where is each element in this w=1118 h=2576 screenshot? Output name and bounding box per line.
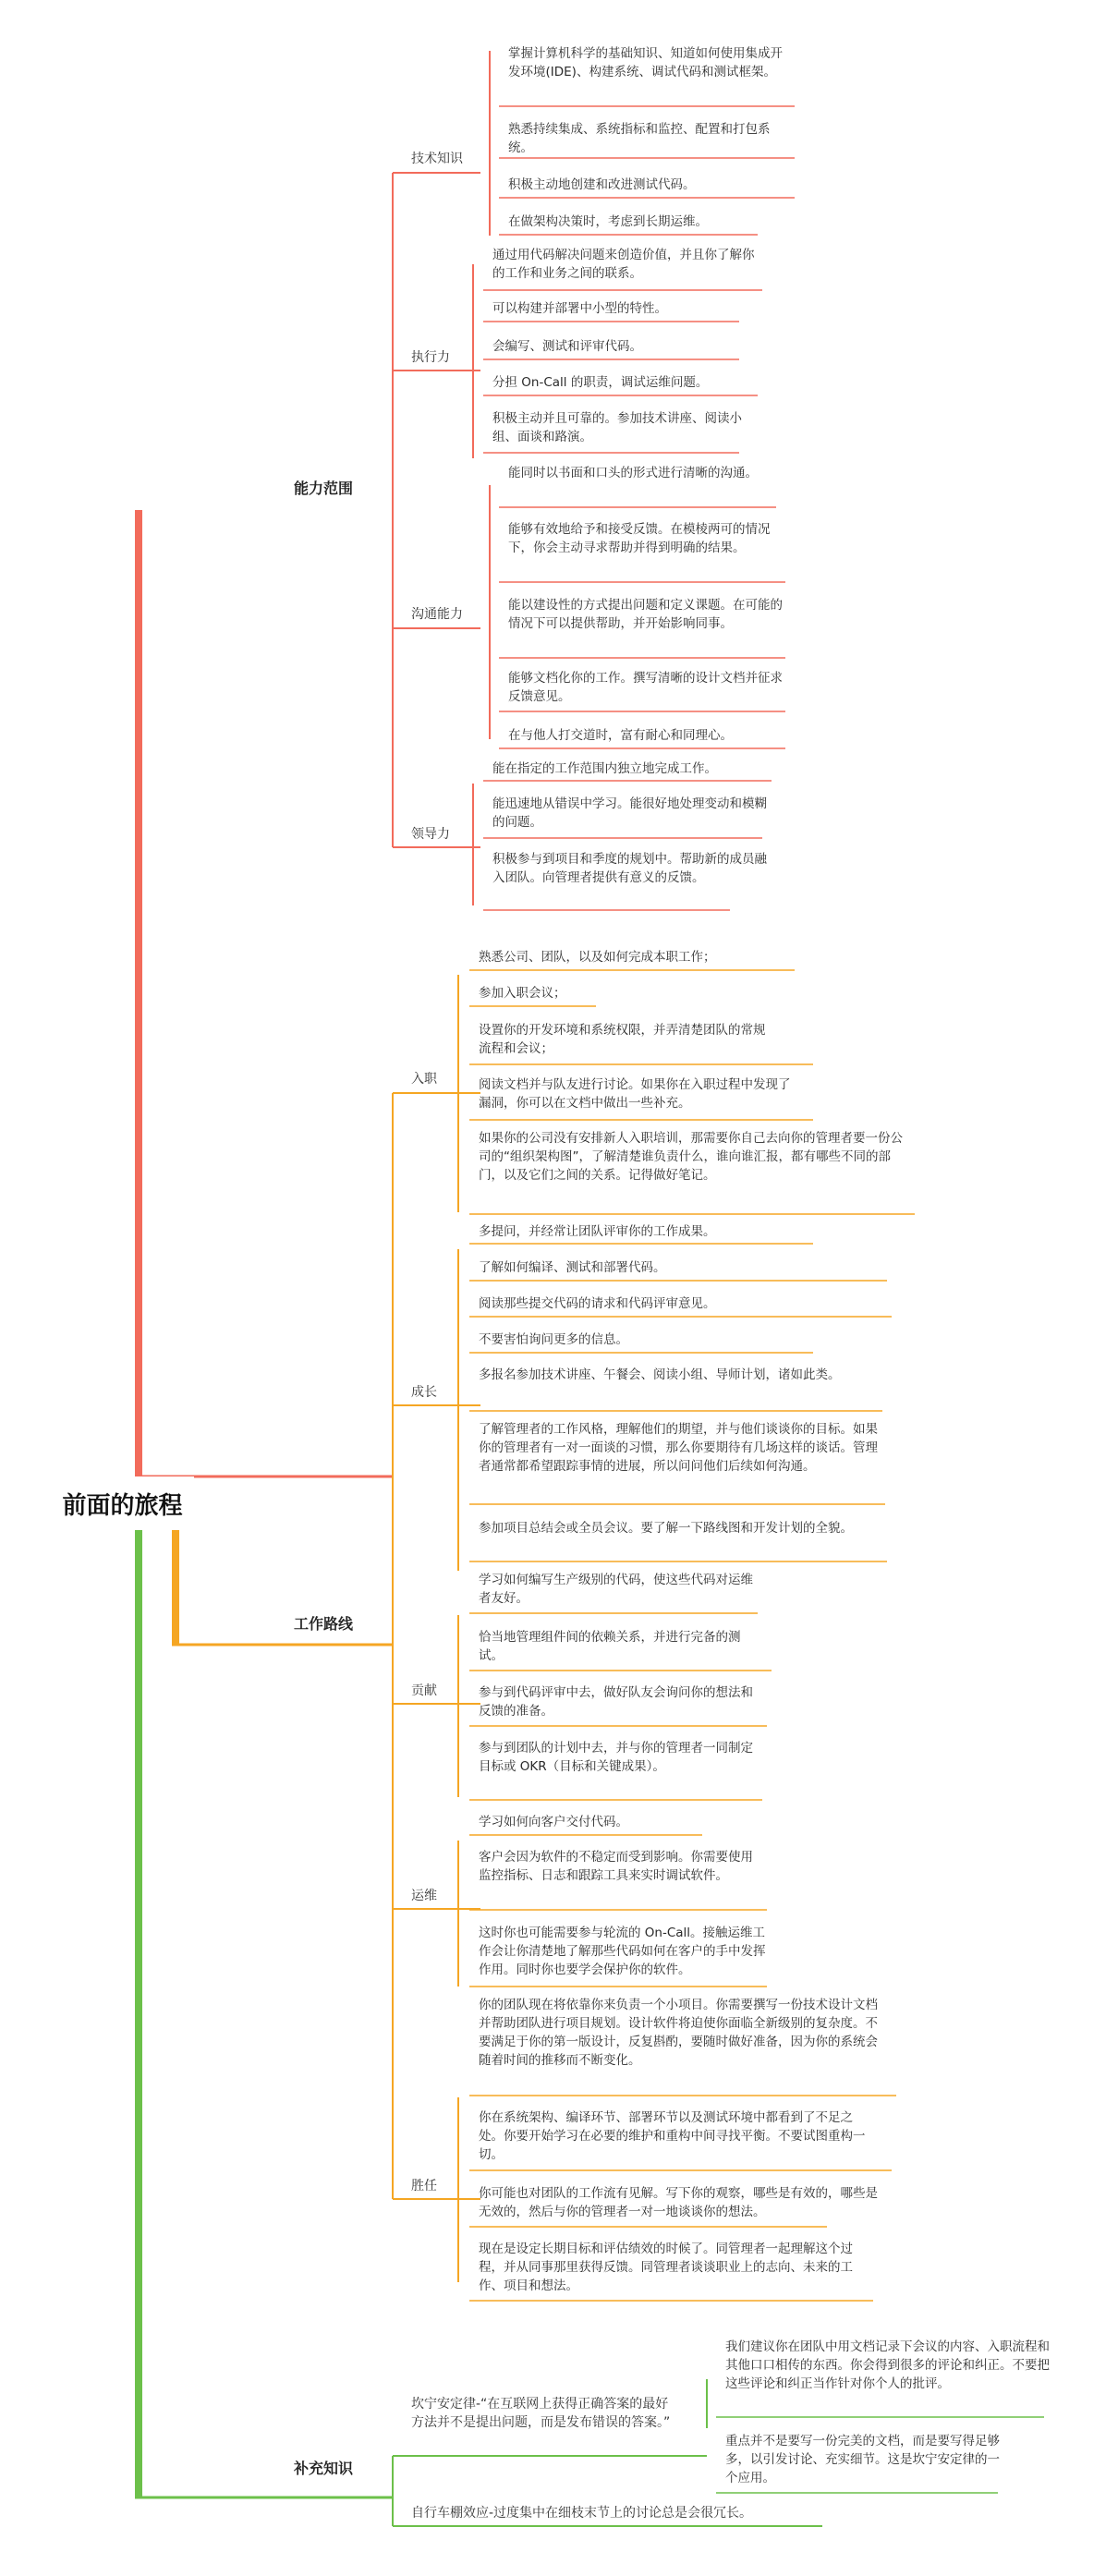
work-group-1-label: 成长 [411,1385,437,1400]
ability-group-3-label: 领导力 [411,827,450,842]
work-group-1-item: 了解如何编译、测试和部署代码。 [479,1260,666,1275]
work-group-4-item: 你的团队现在将依靠你来负责一个小项目。你需要撰写一份技术设计文档并帮助团队进行项目规划。设计软件将迫使你面临全新级别的复杂度。不要满足于你的第一版设计，反复斟酌，要随时做好准备，因为你的系统会随着时间的推移而不断变化。 [479,1998,878,2068]
extra-group-1-label: 自行车棚效应-过度集中在细枝末节上的讨论总是会很冗长。 [411,2506,753,2521]
work-group-4-item: 你可能也对团队的工作流有见解。写下你的观察，哪些是有效的，哪些是无效的，然后与你的管理者一对一地谈谈你的想法。 [479,2186,878,2219]
work-group-2-item: 学习如何编写生产级别的代码，使这些代码对运维者友好。 [479,1573,753,1606]
ability-group-3-item: 积极参与到项目和季度的规划中。帮助新的成员融入团队。向管理者提供有意义的反馈。 [492,852,767,885]
work-group-1-item: 多提问，并经常让团队评审你的工作成果。 [479,1224,716,1239]
ability-group-2-item: 能够文档化你的工作。撰写清晰的设计文档并征求反馈意见。 [508,671,783,704]
work-group-1-item: 了解管理者的工作风格，理解他们的期望，并与他们谈谈你的目标。如果你的管理者有一对一面谈的习惯，那么你要期待有几场这样的谈话。管理者通常都希望跟踪事情的进展，所以问问他们后续如何沟通。 [479,1422,878,1474]
work-group-0-label: 入职 [411,1072,437,1087]
ability-group-0-item: 熟悉持续集成、系统指标和监控、配置和打包系统。 [508,122,771,155]
ability-group-2-item: 能同时以书面和口头的形式进行清晰的沟通。 [508,466,758,480]
work-group-1-item: 阅读那些提交代码的请求和代码评审意见。 [479,1296,716,1311]
ability-group-0-item: 在做架构决策时，考虑到长期运维。 [508,214,708,229]
work-group-3-item: 学习如何向客户交付代码。 [479,1815,628,1829]
work-group-3-item: 这时你也可能需要参与轮流的 On-Call。接触运维工作会让你清楚地了解那些代码如何在客户的手中发挥作用。同时你也要学会保护你的软件。 [479,1926,766,1977]
extra-group-0-label: 坎宁安定律-“在互联网上获得正确答案的最好方法并不是提出问题，而是发布错误的答案。” [411,2397,671,2430]
ability-group-1-label: 执行力 [411,350,450,365]
ability-group-3-item: 能在指定的工作范围内独立地完成工作。 [492,761,717,776]
work-group-1-item: 不要害怕询问更多的信息。 [479,1332,628,1347]
work-group-4-item: 现在是设定长期目标和评估绩效的时候了。同管理者一起理解这个过程，并从同事那里获得反馈。同管理者谈谈职业上的志向、未来的工作、项目和想法。 [479,2242,853,2293]
work-group-0-item: 设置你的开发环境和系统权限，并弄清楚团队的常规流程和会议； [479,1023,766,1056]
work-group-0-item: 阅读文档并与队友进行讨论。如果你在入职过程中发现了漏洞，你可以在文档中做出一些补充。 [479,1077,791,1111]
work-group-2-item: 参与到代码评审中去，做好队友会询问你的想法和反馈的准备。 [479,1685,753,1719]
ability-group-1-item: 积极主动并且可靠的。参加技术讲座、阅读小组、面谈和路演。 [492,411,742,444]
work-group-0-item: 参加入职会议； [479,986,566,1001]
work-group-4-item: 你在系统架构、编译环节、部署环节以及测试环境中都看到了不足之处。你要开始学习在必要的维护和重构中间寻找平衡。不要试图重构一切。 [479,2110,866,2162]
ability-group-0-item: 掌握计算机科学的基础知识、知道如何使用集成开发环境(IDE)、构建系统、调试代码和测试框架。 [508,46,783,79]
ability-group-2-label: 沟通能力 [411,607,463,622]
work-group-4-label: 胜任 [411,2179,437,2193]
work-group-3-label: 运维 [411,1889,437,1903]
branch-work-label: 工作路线 [294,1615,354,1633]
ability-group-1-item: 可以构建并部署中小型的特性。 [492,301,667,316]
ability-group-2-item: 能够有效地给予和接受反馈。在模棱两可的情况下，你会主动寻求帮助并得到明确的结果。 [508,522,771,555]
work-group-1-item: 参加项目总结会或全员会议。要了解一下路线图和开发计划的全貌。 [479,1521,853,1536]
work-group-1-item: 多报名参加技术讲座、午餐会、阅读小组、导师计划，诸如此类。 [479,1367,841,1382]
ability-group-0-item: 积极主动地创建和改进测试代码。 [508,177,696,192]
ability-group-1-item: 会编写、测试和评审代码。 [492,339,642,354]
work-group-2-label: 贡献 [411,1683,437,1698]
ability-group-1-item: 通过用代码解决问题来创造价值，并且你了解你的工作和业务之间的联系。 [492,248,755,281]
ability-group-3-item: 能迅速地从错误中学习。能很好地处理变动和模糊的问题。 [492,796,767,830]
ability-group-1-item: 分担 On-Call 的职责，调试运维问题。 [492,375,709,390]
root-topic: 前面的旅程 [51,1476,194,1530]
work-group-2-item: 参与到团队的计划中去，并与你的管理者一同制定目标或 OKR（目标和关键成果）。 [479,1741,753,1774]
work-group-2-item: 恰当地管理组件间的依赖关系，并进行完备的测试。 [479,1630,741,1663]
work-group-3-item: 客户会因为软件的不稳定而受到影响。你需要使用监控指标、日志和跟踪工具来实时调试软件。 [479,1850,753,1883]
ability-group-2-item: 在与他人打交道时，富有耐心和同理心。 [508,728,733,743]
branch-ability-label: 能力范围 [294,480,354,497]
extra-group-0-item: 我们建议你在团队中用文档记录下会议的内容、入职流程和其他口口相传的东西。你会得到很多的评论和纠正。不要把这些评论和纠正当作针对你个人的批评。 [725,2339,1050,2391]
extra-group-0-item: 重点并不是要写一份完美的文档，而是要写得足够多，以引发讨论、充实细节。这是坎宁安定律的一个应用。 [725,2434,1000,2485]
ability-group-2-item: 能以建设性的方式提出问题和定义课题。在可能的情况下可以提供帮助，并开始影响同事。 [508,598,783,631]
ability-group-0-label: 技术知识 [411,152,463,166]
work-group-0-item: 熟悉公司、团队，以及如何完成本职工作； [479,950,716,965]
work-group-0-item: 如果你的公司没有安排新人入职培训，那需要你自己去向你的管理者要一份公司的“组织架构图”，了解清楚谁负责什么，谁向谁汇报，都有哪些不同的部门，以及它们之间的关系。记得做好笔记。 [479,1131,903,1183]
branch-extra-label: 补充知识 [294,2460,354,2477]
